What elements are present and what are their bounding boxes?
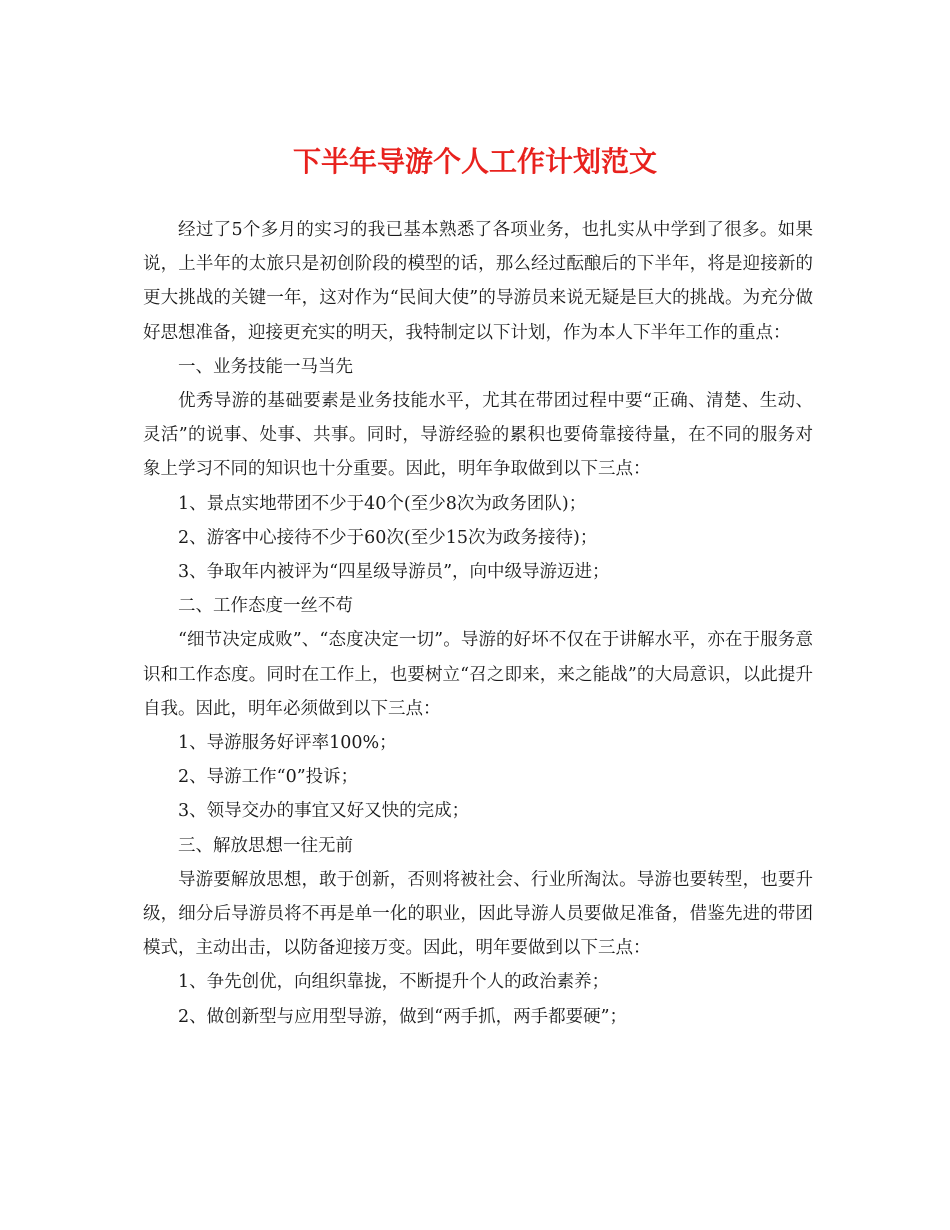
- section-1-paragraph: 优秀导游的基础要素是业务技能水平，尤其在带团过程中要“正确、清楚、生动、灵活”的说事、处事、共事。同时，导游经验的累积也要倚靠接待量，在不同的服务对象上学习不同的知识也十分重要。因此，明年争取做到以下三点：: [143, 391, 813, 480]
- section-3-item-2: 2、做创新型与应用型导游，做到“两手抓，两手都要硬”；: [178, 1006, 628, 1027]
- section-2-paragraph: “细节决定成败”、“态度决定一切”。导游的好坏不仅在于讲解水平，亦在于服务意识和工作态度。同时在工作上，也要树立“召之即来，来之能战”的大局意识，以此提升自我。因此，明年必须做到以下三点：: [143, 630, 813, 719]
- document-title: 下半年导游个人工作计划范文: [292, 145, 657, 178]
- section-heading-3: 三、解放思想一往无前: [178, 835, 353, 856]
- section-heading-1: 一、业务技能一马当先: [178, 356, 353, 377]
- section-2-item-3: 3、领导交办的事宜又好又快的完成；: [178, 801, 470, 822]
- section-3-item-1: 1、争先创优，向组织靠拢，不断提升个人的政治素养；: [178, 972, 610, 993]
- section-1-item-1: 1、景点实地带团不少于40个(至少8次为政务团队)；: [178, 493, 587, 514]
- section-heading-2: 二、工作态度一丝不苟: [178, 596, 353, 617]
- section-3-paragraph: 导游要解放思想，敢于创新，否则将被社会、行业所淘汰。导游也要转型，也要升级，细分后导游员将不再是单一化的职业，因此导游人员要做足准备，借鉴先进的带团模式，主动出击，以防备迎接万变。因此，明年要做到以下三点：: [143, 869, 813, 959]
- section-2-item-2: 2、导游工作“0”投诉；: [178, 767, 359, 788]
- section-1-item-3: 3、争取年内被评为“四星级导游员”，向中级导游迈进；: [178, 562, 610, 583]
- section-1-item-2: 2、游客中心接待不少于60次(至少15次为政务接待)；: [178, 527, 598, 548]
- intro-paragraph: 经过了5个多月的实习的我已基本熟悉了各项业务，也扎实从中学到了很多。如果说，上半年的太旅只是初创阶段的模型的话，那么经过酝酿后的下半年，将是迎接新的更大挑战的关键一年，这对作为“民间大使”的导游员来说无疑是巨大的挑战。为充分做好思想准备，迎接更充实的明天，我特制定以下计划，作为本人下半年工作的重点：: [143, 220, 813, 343]
- document-body: [143, 213, 813, 1034]
- section-2-item-1: 1、导游服务好评率100%；: [178, 733, 397, 754]
